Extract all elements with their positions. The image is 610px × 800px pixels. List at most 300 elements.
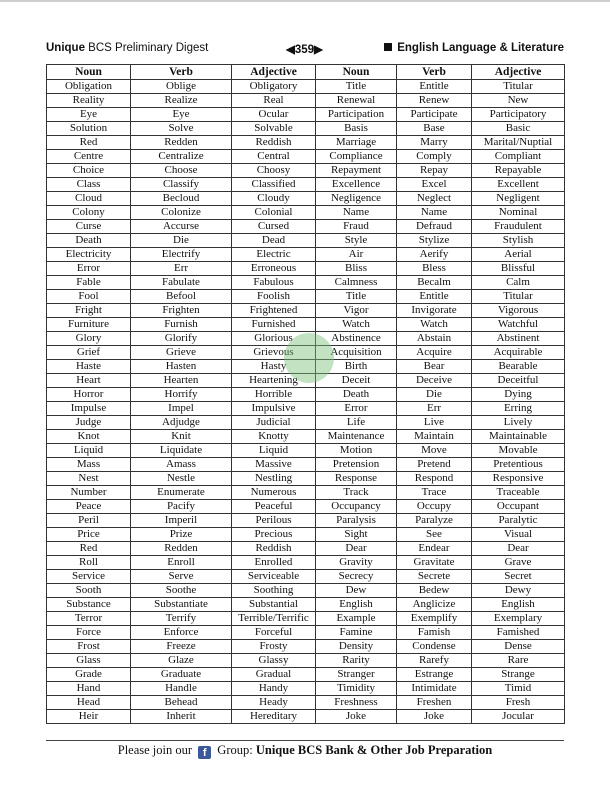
table-cell: Occupant: [472, 500, 565, 514]
table-cell: Marriage: [316, 136, 397, 150]
table-row: [47, 528, 565, 542]
table-cell: Title: [316, 80, 397, 94]
table-cell: Grave: [472, 556, 565, 570]
table-cell: Timid: [472, 682, 565, 696]
top-divider: [0, 0, 610, 2]
table-cell: Sight: [316, 528, 397, 542]
table-cell: Knot: [47, 430, 131, 444]
table-cell: Paralyze: [397, 514, 472, 528]
table-cell: Electricity: [47, 248, 131, 262]
table-cell: Erroneous: [232, 262, 316, 276]
table-cell: Centralize: [131, 150, 232, 164]
footer-prefix: Please join our: [117, 743, 193, 757]
table-row: [47, 696, 565, 710]
table-cell: Cloud: [47, 192, 131, 206]
table-cell: Liquid: [47, 444, 131, 458]
column-header: Noun: [316, 65, 397, 80]
table-cell: Nominal: [472, 206, 565, 220]
subject-label: [384, 42, 564, 54]
table-row: [47, 500, 565, 514]
table-cell: Paralysis: [316, 514, 397, 528]
table-cell: Pacify: [131, 500, 232, 514]
table-cell: Handle: [131, 682, 232, 696]
table-cell: Freshen: [397, 696, 472, 710]
book-title: [46, 42, 208, 54]
table-cell: Class: [47, 178, 131, 192]
table-cell: Basis: [316, 122, 397, 136]
table-cell: Mass: [47, 458, 131, 472]
table-cell: Watch: [316, 318, 397, 332]
table-row: [47, 612, 565, 626]
table-cell: Peril: [47, 514, 131, 528]
table-row: [47, 514, 565, 528]
table-cell: Classified: [232, 178, 316, 192]
table-cell: Err: [397, 402, 472, 416]
table-cell: Glassy: [232, 654, 316, 668]
table-cell: Enrolled: [232, 556, 316, 570]
table-cell: Occupy: [397, 500, 472, 514]
table-cell: Knit: [131, 430, 232, 444]
table-row: [47, 556, 565, 570]
table-cell: Choice: [47, 164, 131, 178]
table-row: [47, 640, 565, 654]
table-cell: Name: [397, 206, 472, 220]
table-cell: Enforce: [131, 626, 232, 640]
table-cell: Acquirable: [472, 346, 565, 360]
table-cell: Soothing: [232, 584, 316, 598]
table-cell: Basic: [472, 122, 565, 136]
footer-divider: [46, 740, 564, 741]
watermark-logo: [284, 333, 334, 383]
table-row: [47, 430, 565, 444]
table-cell: Dewy: [472, 584, 565, 598]
table-cell: Density: [316, 640, 397, 654]
table-cell: Substantial: [232, 598, 316, 612]
table-cell: Colonize: [131, 206, 232, 220]
table-cell: Reddish: [232, 542, 316, 556]
table-cell: Err: [131, 262, 232, 276]
table-cell: Error: [47, 262, 131, 276]
table-cell: Cloudy: [232, 192, 316, 206]
table-cell: Glass: [47, 654, 131, 668]
table-cell: Frightened: [232, 304, 316, 318]
table-cell: Judge: [47, 416, 131, 430]
table-cell: Real: [232, 94, 316, 108]
table-cell: Gravitate: [397, 556, 472, 570]
table-cell: Aerial: [472, 248, 565, 262]
table-cell: Dear: [316, 542, 397, 556]
table-cell: Deceive: [397, 374, 472, 388]
table-cell: Gravity: [316, 556, 397, 570]
table-cell: Excellence: [316, 178, 397, 192]
table-cell: Eye: [131, 108, 232, 122]
table-cell: Imperil: [131, 514, 232, 528]
table-cell: Dead: [232, 234, 316, 248]
facebook-icon: f: [198, 746, 211, 759]
table-cell: Compliance: [316, 150, 397, 164]
table-cell: Judicial: [232, 416, 316, 430]
table-cell: See: [397, 528, 472, 542]
table-cell: Furniture: [47, 318, 131, 332]
table-cell: Joke: [397, 710, 472, 724]
column-header: Verb: [131, 65, 232, 80]
table-cell: Exemplify: [397, 612, 472, 626]
table-cell: Terrible/Terrific: [232, 612, 316, 626]
table-cell: Example: [316, 612, 397, 626]
table-row: [47, 416, 565, 430]
table-cell: Obligation: [47, 80, 131, 94]
table-cell: Rare: [472, 654, 565, 668]
table-row: [47, 122, 565, 136]
table-cell: Choose: [131, 164, 232, 178]
table-row: [47, 472, 565, 486]
table-cell: Serve: [131, 570, 232, 584]
table-cell: Repayment: [316, 164, 397, 178]
table-cell: Redden: [131, 542, 232, 556]
table-cell: Invigorate: [397, 304, 472, 318]
table-cell: Paralytic: [472, 514, 565, 528]
word-forms-table: [46, 64, 565, 724]
table-cell: Heady: [232, 696, 316, 710]
table-cell: Style: [316, 234, 397, 248]
table-cell: Serviceable: [232, 570, 316, 584]
table-cell: Motion: [316, 444, 397, 458]
table-cell: Hasty: [232, 360, 316, 374]
table-cell: Eye: [47, 108, 131, 122]
table-header-row: [47, 65, 565, 80]
table-cell: Dew: [316, 584, 397, 598]
table-body: [47, 80, 565, 724]
table-cell: Repay: [397, 164, 472, 178]
table-cell: English: [316, 598, 397, 612]
table-row: [47, 262, 565, 276]
table-row: [47, 570, 565, 584]
table-cell: Glaze: [131, 654, 232, 668]
table-cell: Hearten: [131, 374, 232, 388]
table-cell: Fable: [47, 276, 131, 290]
table-cell: Repayable: [472, 164, 565, 178]
table-row: [47, 542, 565, 556]
table-cell: Nest: [47, 472, 131, 486]
table-cell: Frighten: [131, 304, 232, 318]
table-cell: Hasten: [131, 360, 232, 374]
table-cell: Hand: [47, 682, 131, 696]
table-cell: Fraudulent: [472, 220, 565, 234]
table-cell: Fright: [47, 304, 131, 318]
table-row: [47, 598, 565, 612]
table-row: [47, 220, 565, 234]
table-row: [47, 206, 565, 220]
table-cell: Participation: [316, 108, 397, 122]
table-cell: Death: [47, 234, 131, 248]
table-cell: Defraud: [397, 220, 472, 234]
table-cell: Hereditary: [232, 710, 316, 724]
table-cell: Central: [232, 150, 316, 164]
table-cell: Neglect: [397, 192, 472, 206]
table-cell: Choosy: [232, 164, 316, 178]
table-cell: Classify: [131, 178, 232, 192]
table-cell: Condense: [397, 640, 472, 654]
table-cell: Number: [47, 486, 131, 500]
table-cell: Move: [397, 444, 472, 458]
table-cell: Substance: [47, 598, 131, 612]
table-cell: Amass: [131, 458, 232, 472]
table-cell: Head: [47, 696, 131, 710]
table-cell: Inherit: [131, 710, 232, 724]
table-row: [47, 304, 565, 318]
table-cell: Bliss: [316, 262, 397, 276]
table-cell: Ocular: [232, 108, 316, 122]
table-cell: Pretension: [316, 458, 397, 472]
table-cell: Massive: [232, 458, 316, 472]
table-cell: Movable: [472, 444, 565, 458]
table-cell: Joke: [316, 710, 397, 724]
column-header: Noun: [47, 65, 131, 80]
page-header: [46, 42, 564, 58]
table-cell: Excellent: [472, 178, 565, 192]
table-cell: Entitle: [397, 80, 472, 94]
table-cell: Fool: [47, 290, 131, 304]
table-cell: Dear: [472, 542, 565, 556]
table-cell: Error: [316, 402, 397, 416]
table-cell: Cursed: [232, 220, 316, 234]
table-cell: Rarefy: [397, 654, 472, 668]
table-cell: Excel: [397, 178, 472, 192]
table-cell: Peace: [47, 500, 131, 514]
table-cell: Timidity: [316, 682, 397, 696]
table-cell: Frosty: [232, 640, 316, 654]
table-cell: Pretend: [397, 458, 472, 472]
table-cell: Furnish: [131, 318, 232, 332]
table-cell: Perilous: [232, 514, 316, 528]
table-cell: Deceitful: [472, 374, 565, 388]
table-cell: Accurse: [131, 220, 232, 234]
table-cell: Sooth: [47, 584, 131, 598]
table-cell: Respond: [397, 472, 472, 486]
table-cell: Die: [131, 234, 232, 248]
page-number: ◀359▶: [286, 44, 323, 56]
table-cell: Substantiate: [131, 598, 232, 612]
table-cell: Oblige: [131, 80, 232, 94]
table-cell: Gradual: [232, 668, 316, 682]
subject-text: English Language & Literature: [397, 42, 564, 54]
table-cell: Impulsive: [232, 402, 316, 416]
table-cell: Responsive: [472, 472, 565, 486]
table-row: [47, 444, 565, 458]
table-cell: Liquid: [232, 444, 316, 458]
table-cell: Centre: [47, 150, 131, 164]
table-cell: Glorious: [232, 332, 316, 346]
table-cell: Becalm: [397, 276, 472, 290]
table-cell: Live: [397, 416, 472, 430]
table-cell: Marry: [397, 136, 472, 150]
table-cell: Title: [316, 290, 397, 304]
table-cell: Secrecy: [316, 570, 397, 584]
table-row: [47, 654, 565, 668]
table-cell: Visual: [472, 528, 565, 542]
table-cell: Endear: [397, 542, 472, 556]
table-cell: Reality: [47, 94, 131, 108]
table-row: [47, 388, 565, 402]
table-cell: Intimidate: [397, 682, 472, 696]
table-cell: Impel: [131, 402, 232, 416]
table-cell: Obligatory: [232, 80, 316, 94]
table-cell: Furnished: [232, 318, 316, 332]
table-cell: Marital/Nuptial: [472, 136, 565, 150]
table-cell: Enroll: [131, 556, 232, 570]
table-cell: Calmness: [316, 276, 397, 290]
table-cell: Vigorous: [472, 304, 565, 318]
table-cell: Redden: [131, 136, 232, 150]
table-cell: Maintainable: [472, 430, 565, 444]
table-cell: Birth: [316, 360, 397, 374]
table-cell: Negligent: [472, 192, 565, 206]
table-cell: Exemplary: [472, 612, 565, 626]
table-cell: Red: [47, 542, 131, 556]
table-cell: English: [472, 598, 565, 612]
table-cell: Service: [47, 570, 131, 584]
table-cell: Bedew: [397, 584, 472, 598]
table-cell: Air: [316, 248, 397, 262]
table-row: [47, 318, 565, 332]
table-cell: Comply: [397, 150, 472, 164]
table-row: [47, 486, 565, 500]
column-header: Adjective: [232, 65, 316, 80]
table-cell: Precious: [232, 528, 316, 542]
column-header: Adjective: [472, 65, 565, 80]
table-cell: Strange: [472, 668, 565, 682]
table-cell: Occupancy: [316, 500, 397, 514]
table-cell: Aerify: [397, 248, 472, 262]
table-cell: Anglicize: [397, 598, 472, 612]
table-cell: Grieve: [131, 346, 232, 360]
table-cell: Traceable: [472, 486, 565, 500]
table-cell: Deceit: [316, 374, 397, 388]
table-cell: Acquire: [397, 346, 472, 360]
table-row: [47, 458, 565, 472]
table-row: [47, 178, 565, 192]
table-cell: Electric: [232, 248, 316, 262]
table-cell: Negligence: [316, 192, 397, 206]
table-cell: Participate: [397, 108, 472, 122]
table-cell: Track: [316, 486, 397, 500]
table-cell: Death: [316, 388, 397, 402]
table-cell: Numerous: [232, 486, 316, 500]
table-cell: Curse: [47, 220, 131, 234]
table-cell: Watch: [397, 318, 472, 332]
table-cell: Prize: [131, 528, 232, 542]
table-row: [47, 248, 565, 262]
table-cell: Titular: [472, 290, 565, 304]
table-cell: Vigor: [316, 304, 397, 318]
table-cell: Grade: [47, 668, 131, 682]
table-row: [47, 276, 565, 290]
table-cell: Stylize: [397, 234, 472, 248]
table-cell: Famine: [316, 626, 397, 640]
table-cell: Grief: [47, 346, 131, 360]
table-cell: Maintain: [397, 430, 472, 444]
table-cell: Stranger: [316, 668, 397, 682]
table-cell: Compliant: [472, 150, 565, 164]
table-cell: Foolish: [232, 290, 316, 304]
table-cell: Horrify: [131, 388, 232, 402]
table-cell: Colony: [47, 206, 131, 220]
table-cell: Enumerate: [131, 486, 232, 500]
table-cell: Fresh: [472, 696, 565, 710]
table-cell: Titular: [472, 80, 565, 94]
table-cell: Terrify: [131, 612, 232, 626]
table-row: [47, 682, 565, 696]
table-cell: Renewal: [316, 94, 397, 108]
page-footer: [0, 743, 610, 759]
table-cell: Rarity: [316, 654, 397, 668]
table-cell: Pretentious: [472, 458, 565, 472]
table-cell: Roll: [47, 556, 131, 570]
table-cell: Solution: [47, 122, 131, 136]
table-row: [47, 192, 565, 206]
table-cell: Soothe: [131, 584, 232, 598]
table-row: [47, 164, 565, 178]
table-cell: Renew: [397, 94, 472, 108]
table-cell: Liquidate: [131, 444, 232, 458]
table-cell: Dense: [472, 640, 565, 654]
table-cell: Response: [316, 472, 397, 486]
table-cell: Adjudge: [131, 416, 232, 430]
table-cell: Die: [397, 388, 472, 402]
book-title-rest: BCS Preliminary Digest: [84, 42, 209, 54]
table-cell: Jocular: [472, 710, 565, 724]
table-cell: Maintenance: [316, 430, 397, 444]
table-cell: Abstinence: [316, 332, 397, 346]
table-cell: Famish: [397, 626, 472, 640]
table-cell: Forceful: [232, 626, 316, 640]
table-cell: Acquisition: [316, 346, 397, 360]
table-cell: Terror: [47, 612, 131, 626]
column-header: Verb: [397, 65, 472, 80]
book-title-bold: Unique: [46, 42, 85, 54]
table-cell: Dying: [472, 388, 565, 402]
table-row: [47, 668, 565, 682]
table-cell: Grievous: [232, 346, 316, 360]
table-cell: Solve: [131, 122, 232, 136]
table-row: [47, 150, 565, 164]
table-cell: Famished: [472, 626, 565, 640]
table-row: [47, 234, 565, 248]
table-cell: Red: [47, 136, 131, 150]
table-cell: Watchful: [472, 318, 565, 332]
table-cell: Lively: [472, 416, 565, 430]
table-cell: Reddish: [232, 136, 316, 150]
table-cell: Fabulous: [232, 276, 316, 290]
table-row: [47, 290, 565, 304]
table-cell: Colonial: [232, 206, 316, 220]
table-row: [47, 710, 565, 724]
table-cell: Frost: [47, 640, 131, 654]
table-row: [47, 94, 565, 108]
table-row: [47, 584, 565, 598]
table-cell: Haste: [47, 360, 131, 374]
table-cell: Force: [47, 626, 131, 640]
table-row: [47, 136, 565, 150]
square-bullet-icon: [384, 43, 392, 51]
table-cell: Horror: [47, 388, 131, 402]
table-row: [47, 626, 565, 640]
table-cell: Solvable: [232, 122, 316, 136]
table-cell: Stylish: [472, 234, 565, 248]
table-cell: Bearable: [472, 360, 565, 374]
table-cell: Befool: [131, 290, 232, 304]
table-cell: Handy: [232, 682, 316, 696]
